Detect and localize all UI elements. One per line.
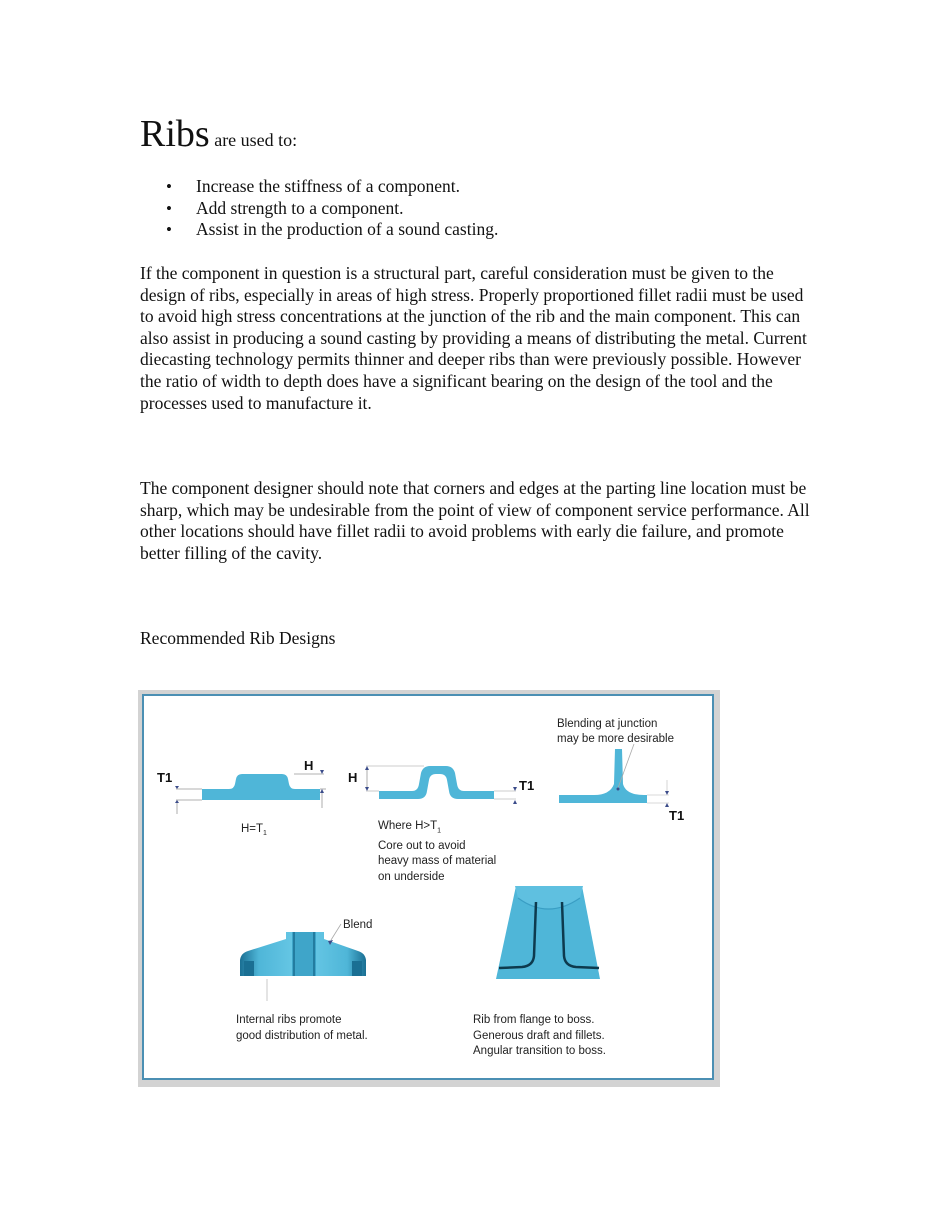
bullet-icon: • bbox=[166, 177, 172, 196]
note-blending-line1: Blending at junction bbox=[557, 718, 658, 730]
bullet-icon: • bbox=[166, 198, 172, 218]
bullet-icon: • bbox=[166, 220, 172, 239]
list-item: • Add strength to a component. bbox=[166, 197, 404, 218]
diagram-internal-ribs bbox=[240, 919, 372, 1001]
list-item: • Increase the stiffness of a component. bbox=[166, 176, 461, 196]
paragraph-parting-line: The component designer should note that corners and edges at the parting line location must be sharp, which may be undesirable from the point of view of component service performance. All other locations should have fillet radii to avoid problems with early die failure, and promote better filling of the cavity. bbox=[140, 478, 810, 563]
paragraph-structural: If the component in question is a structural part, careful consideration must be given to the design of ribs, especially in areas of high stress. Properly proportioned fillet radii must be used to avoid high stress concentrations at the junction of the rib and the main component. This can also assist in producing a sound casting by providing a means of distributing the metal. Current diecasting technology permits thinner and deeper ribs than were previously possible. However the ratio of width to depth does have a significant bearing on the design of the tool and the processes used to manufacture it. bbox=[140, 263, 807, 413]
rib-diagrams-svg bbox=[144, 696, 712, 1078]
rib-designs-figure bbox=[138, 690, 720, 1087]
section-subheading: Recommended Rib Designs bbox=[140, 628, 336, 648]
page-heading bbox=[140, 112, 297, 156]
heading-ribs: Ribs bbox=[140, 113, 210, 155]
diagram-t-rib bbox=[557, 718, 684, 823]
caption-cored-rib: Where $H>T_1$ Core out to avoid heavy mass of material on underside bbox=[378, 820, 497, 883]
diagram-cored-rib bbox=[348, 766, 534, 804]
caption-internal-ribs: Internal ribs promote good distribution of metal. bbox=[236, 1014, 368, 1042]
caption-flange-to-boss: Rib from flange to boss. Generous draft and fillets. Angular transition to boss. bbox=[473, 1014, 606, 1057]
note-blending-line2: may be more desirable bbox=[557, 733, 674, 745]
caption-h-equals-t1: $H=T_1$ bbox=[241, 823, 267, 837]
label-t1: T1 bbox=[669, 808, 685, 823]
label-h: H bbox=[348, 770, 358, 785]
label-h: H bbox=[304, 758, 314, 773]
figure-frame bbox=[142, 694, 714, 1080]
label-blend: Blend bbox=[343, 919, 373, 931]
diagram-flange-to-boss bbox=[496, 886, 600, 979]
label-t1: T1 bbox=[519, 778, 535, 793]
label-t1: T1 bbox=[157, 770, 173, 785]
rib-uses-list bbox=[140, 176, 498, 241]
heading-rest: are used to: bbox=[209, 130, 298, 150]
diagram-low-rib bbox=[157, 758, 326, 837]
list-item: • Assist in the production of a sound casting. bbox=[166, 219, 499, 239]
